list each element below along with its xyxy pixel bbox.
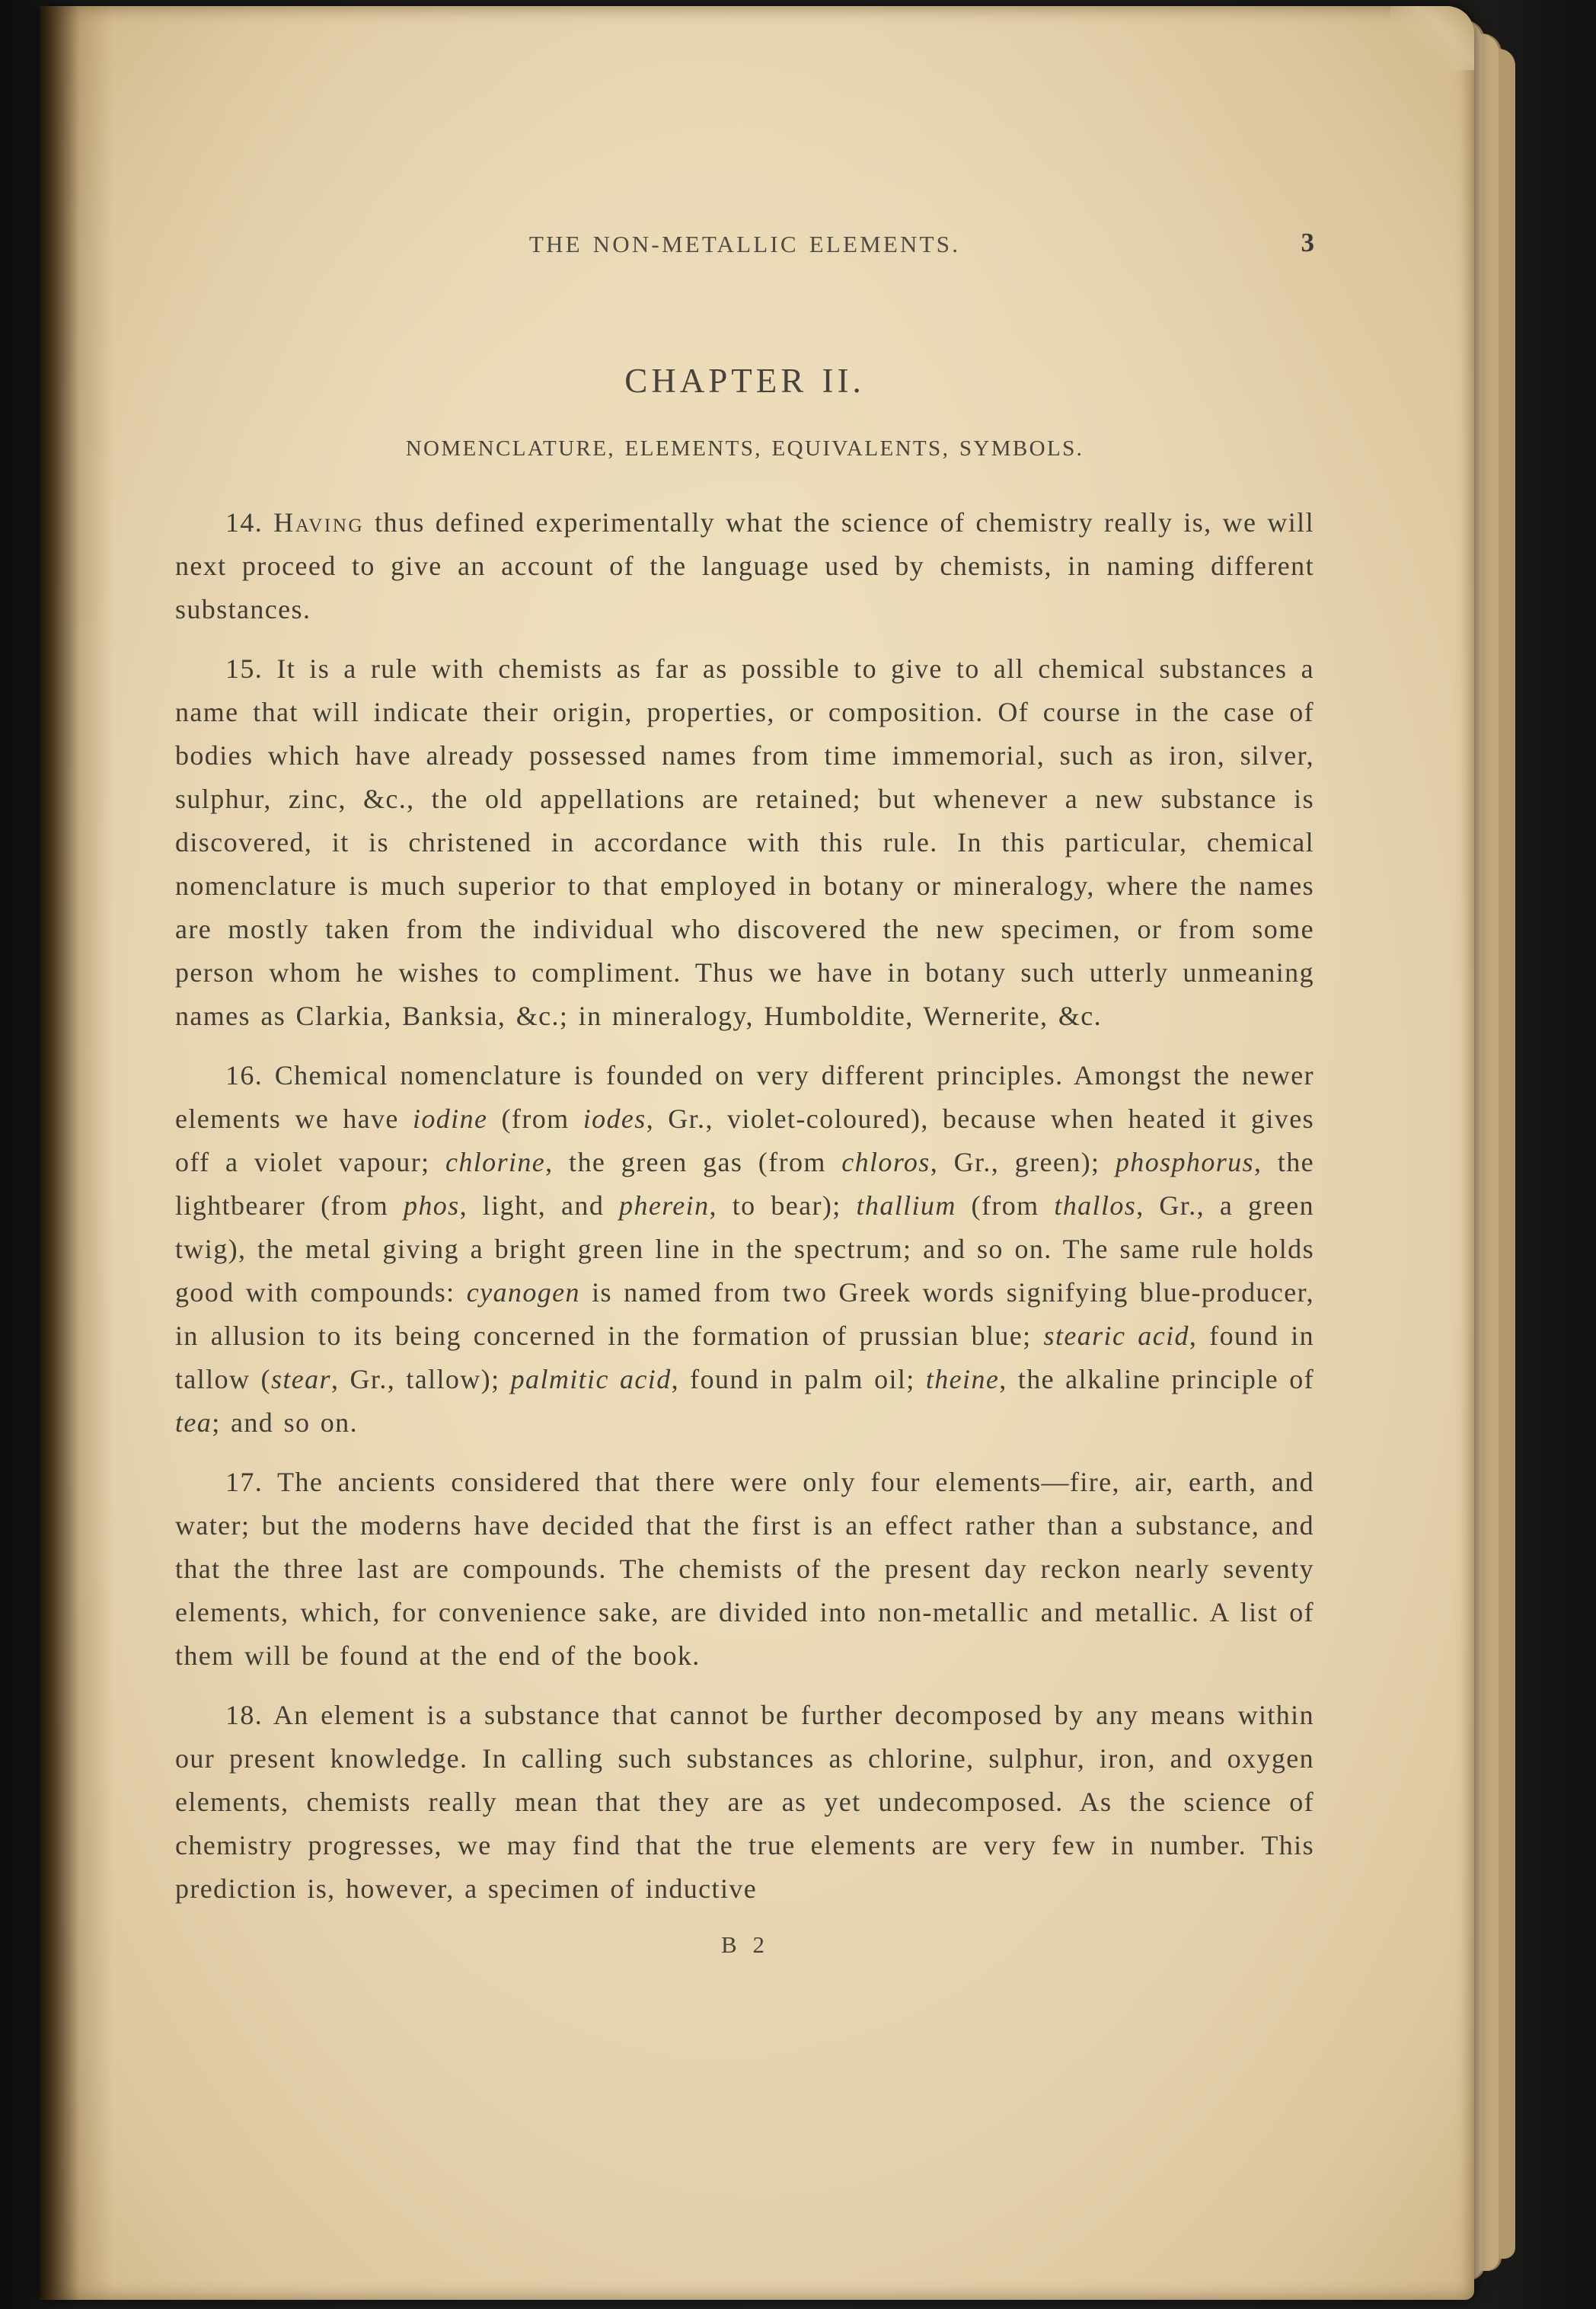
signature-mark: B 2 (721, 1931, 768, 1958)
page-number: 3 (1301, 228, 1314, 257)
paragraph-17: 17. The ancients considered that there were only four elements—fire, air, earth, and water; but the moderns have decided that the first is an effect rather than a substance, and that the three last are compounds. The chemists of the present day reckon nearly seventy elements, which, for convenience sake, are divided into non-metallic and metallic. A list of them will be found at the end of the book. (175, 1467, 1314, 1671)
paragraph-14: 14. Having thus defined experimentally what the science of chemistry really is, we will next proceed to give an account of the language used by chemists, in naming different substances. (175, 507, 1314, 624)
page-edge (1499, 49, 1515, 2259)
running-title: THE NON-METALLIC ELEMENTS. (528, 231, 961, 257)
running-header (175, 222, 1314, 256)
paragraph-16: 16. Chemical nomenclature is founded on very different principles. Amongst the newer elements we have iodine (from iodes, Gr., violet-coloured), because when heated it gives off a violet vapour; chlorine, the green gas (from chloros, Gr., green); phosphorus, the lightbearer (from phos, light, and pherein, to bear); thallium (from thallos, Gr., a green twig), the metal giving a bright green line in the spectrum; and so on. The same rule holds good with compounds: cyanogen is named from two Greek words signifying blue-producer, in allusion to its being concerned in the formation of prussian blue; stearic acid, found in tallow (stear, Gr., tallow); palmitic acid, found in palm oil; theine, the alkaline principle of tea; and so on. (175, 1060, 1315, 1438)
page-corner-curl (1390, 6, 1474, 70)
book-page (40, 6, 1474, 2300)
binding-gutter-shadow (40, 6, 113, 2300)
paragraph-15: 15. It is a rule with chemists as far as possible to give to all chemical substances a name that will indicate their origin, properties, or composition. Of course in the case of bodies which have already possessed names from time immemorial, such as iron, silver, sulphur, zinc, &c., the old appellations are retained; but whenever a new substance is discovered, it is christened in accordance with this rule. In this particular, chemical nomenclature is much superior to that employed in botany or mineralogy, where the names are mostly taken from the individual who discovered the new specimen, or from some person whom he wishes to compliment. Thus we have in botany such utterly unmeaning names as Clarkia, Banksia, &c.; in mineralogy, Humboldite, Wernerite, &c. (175, 653, 1314, 1031)
chapter-title: CHAPTER II. (624, 362, 865, 400)
paragraph-18: 18. An element is a substance that cannot be further decomposed by any means within our present knowledge. In calling such substances as chlorine, sulphur, iron, and oxygen elements, chemists really mean that they are as yet undecomposed. As the science of chemistry progresses, we may find that the true elements are very few in number. This prediction is, however, a specimen of inductive (175, 1700, 1314, 1904)
chapter-subtitle: NOMENCLATURE, ELEMENTS, EQUIVALENTS, SYMBOLS. (405, 436, 1084, 461)
page-content (175, 222, 1314, 1966)
page-footer (175, 1923, 1314, 1966)
